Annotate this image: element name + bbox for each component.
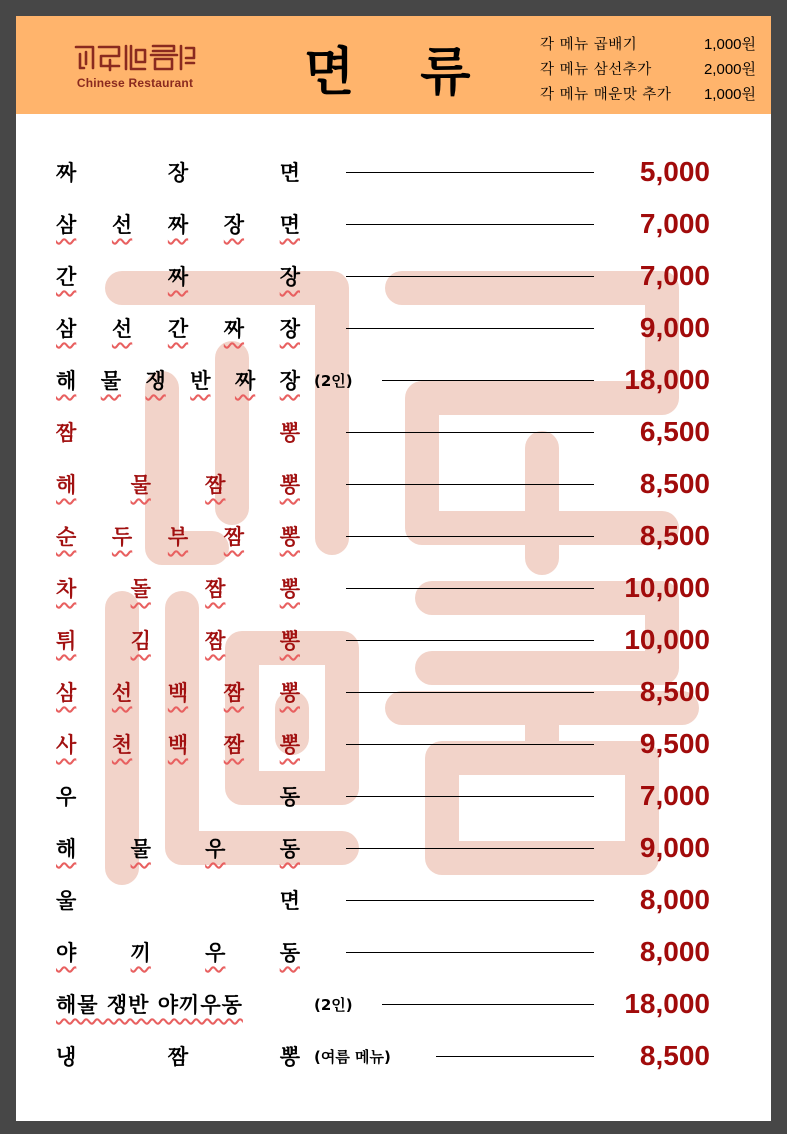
menu-item-name: 해 물 짬 뽕 bbox=[56, 473, 300, 497]
leader-line bbox=[346, 588, 594, 589]
menu-item-price: 7,000 bbox=[639, 260, 710, 291]
menu-item bbox=[16, 666, 771, 718]
note-label: 각 메뉴 매운맛 추가 bbox=[540, 87, 672, 103]
title-char-2: 류 bbox=[420, 43, 471, 103]
menu-item-name: 짜 장 면 bbox=[56, 161, 300, 185]
menu-item-price: 8,500 bbox=[639, 468, 710, 499]
logo-mark-icon bbox=[73, 42, 197, 72]
menu-item bbox=[16, 406, 771, 458]
menu-item-price: 8,500 bbox=[639, 520, 710, 551]
menu-item-name: 삼 선 간 짜 장 bbox=[56, 317, 300, 341]
menu-item-name: 사 천 백 짬 뽕 bbox=[56, 733, 300, 757]
note-price: 2,000원 bbox=[703, 61, 756, 78]
note-row bbox=[540, 81, 756, 106]
page-title bbox=[304, 30, 470, 105]
menu-item-name: 해 물 우 동 bbox=[56, 837, 300, 861]
menu-item-price: 9,500 bbox=[639, 728, 710, 759]
menu-item-price: 8,500 bbox=[639, 1040, 710, 1071]
menu-item-note: (2인) bbox=[314, 995, 353, 1014]
restaurant-logo bbox=[70, 42, 200, 90]
menu-item bbox=[16, 250, 771, 302]
leader-line bbox=[346, 744, 594, 745]
menu-item-name: 튀 김 짬 뽕 bbox=[56, 629, 300, 653]
leader-line bbox=[382, 1004, 594, 1005]
menu-item-name: 짬 뽕 bbox=[56, 421, 300, 445]
menu-item bbox=[16, 146, 771, 198]
leader-line bbox=[346, 172, 594, 173]
menu-item-price: 9,000 bbox=[639, 832, 710, 863]
menu-item-note: (여름 메뉴) bbox=[314, 1047, 391, 1066]
note-price: 1,000원 bbox=[703, 36, 756, 53]
title-char-1: 면 bbox=[304, 43, 355, 103]
menu-item-price: 6,500 bbox=[639, 416, 710, 447]
menu-item-price: 5,000 bbox=[639, 156, 710, 187]
menu-item bbox=[16, 822, 771, 874]
menu-item bbox=[16, 926, 771, 978]
leader-line bbox=[346, 640, 594, 641]
menu-item-name: 차 돌 짬 뽕 bbox=[56, 577, 300, 601]
menu-item-note: (2인) bbox=[314, 371, 353, 390]
note-label: 각 메뉴 곱배기 bbox=[540, 37, 638, 53]
logo-glyphs bbox=[70, 42, 200, 72]
menu-item bbox=[16, 614, 771, 666]
menu-item-price: 9,000 bbox=[639, 312, 710, 343]
surcharge-notes bbox=[540, 31, 756, 106]
leader-line bbox=[346, 224, 594, 225]
menu-item-name: 울 면 bbox=[56, 889, 300, 913]
menu-item bbox=[16, 770, 771, 822]
menu-item-name: 삼 선 짜 장 면 bbox=[56, 213, 300, 237]
menu-item-price: 18,000 bbox=[624, 988, 710, 1019]
menu-item bbox=[16, 510, 771, 562]
menu-item-name: 우 동 bbox=[56, 785, 300, 809]
menu-item-name: 순 두 부 짬 뽕 bbox=[56, 525, 300, 549]
menu-list bbox=[16, 146, 771, 1082]
menu-item bbox=[16, 562, 771, 614]
note-label: 각 메뉴 삼선추가 bbox=[540, 62, 652, 78]
menu-item-name: 야 끼 우 동 bbox=[56, 941, 300, 965]
leader-line bbox=[346, 276, 594, 277]
leader-line bbox=[382, 380, 594, 381]
leader-line bbox=[346, 328, 594, 329]
menu-item bbox=[16, 978, 771, 1030]
note-row bbox=[540, 31, 756, 56]
leader-line bbox=[346, 796, 594, 797]
leader-line bbox=[346, 692, 594, 693]
leader-line bbox=[346, 900, 594, 901]
menu-item-price: 8,000 bbox=[639, 936, 710, 967]
note-price: 1,000원 bbox=[703, 86, 756, 103]
menu-item-price: 8,500 bbox=[639, 676, 710, 707]
menu-item-price: 8,000 bbox=[639, 884, 710, 915]
leader-line bbox=[346, 848, 594, 849]
leader-line bbox=[346, 952, 594, 953]
menu-item-name: 삼 선 백 짬 뽕 bbox=[56, 681, 300, 705]
menu-item-name: 간 짜 장 bbox=[56, 265, 300, 289]
menu-item bbox=[16, 354, 771, 406]
note-row bbox=[540, 56, 756, 81]
menu-item-name: 냉 짬 뽕 bbox=[56, 1045, 300, 1069]
logo-subtitle: Chinese Restaurant bbox=[76, 76, 194, 90]
menu-item bbox=[16, 874, 771, 926]
menu-item bbox=[16, 1030, 771, 1082]
leader-line bbox=[346, 432, 594, 433]
menu-item-price: 10,000 bbox=[624, 572, 710, 603]
menu-item-name: 해물 쟁반 야끼우동 bbox=[56, 993, 243, 1017]
menu-item-price: 7,000 bbox=[639, 208, 710, 239]
menu-item-price: 10,000 bbox=[624, 624, 710, 655]
leader-line bbox=[346, 484, 594, 485]
menu-page bbox=[16, 16, 771, 1121]
menu-item-price: 18,000 bbox=[624, 364, 710, 395]
menu-header bbox=[16, 16, 771, 114]
menu-item-price: 7,000 bbox=[639, 780, 710, 811]
leader-line bbox=[436, 1056, 594, 1057]
leader-line bbox=[346, 536, 594, 537]
menu-item-name: 해 물 쟁 반 짜 장 bbox=[56, 369, 300, 393]
menu-item bbox=[16, 458, 771, 510]
menu-item bbox=[16, 302, 771, 354]
menu-item bbox=[16, 718, 771, 770]
menu-item bbox=[16, 198, 771, 250]
